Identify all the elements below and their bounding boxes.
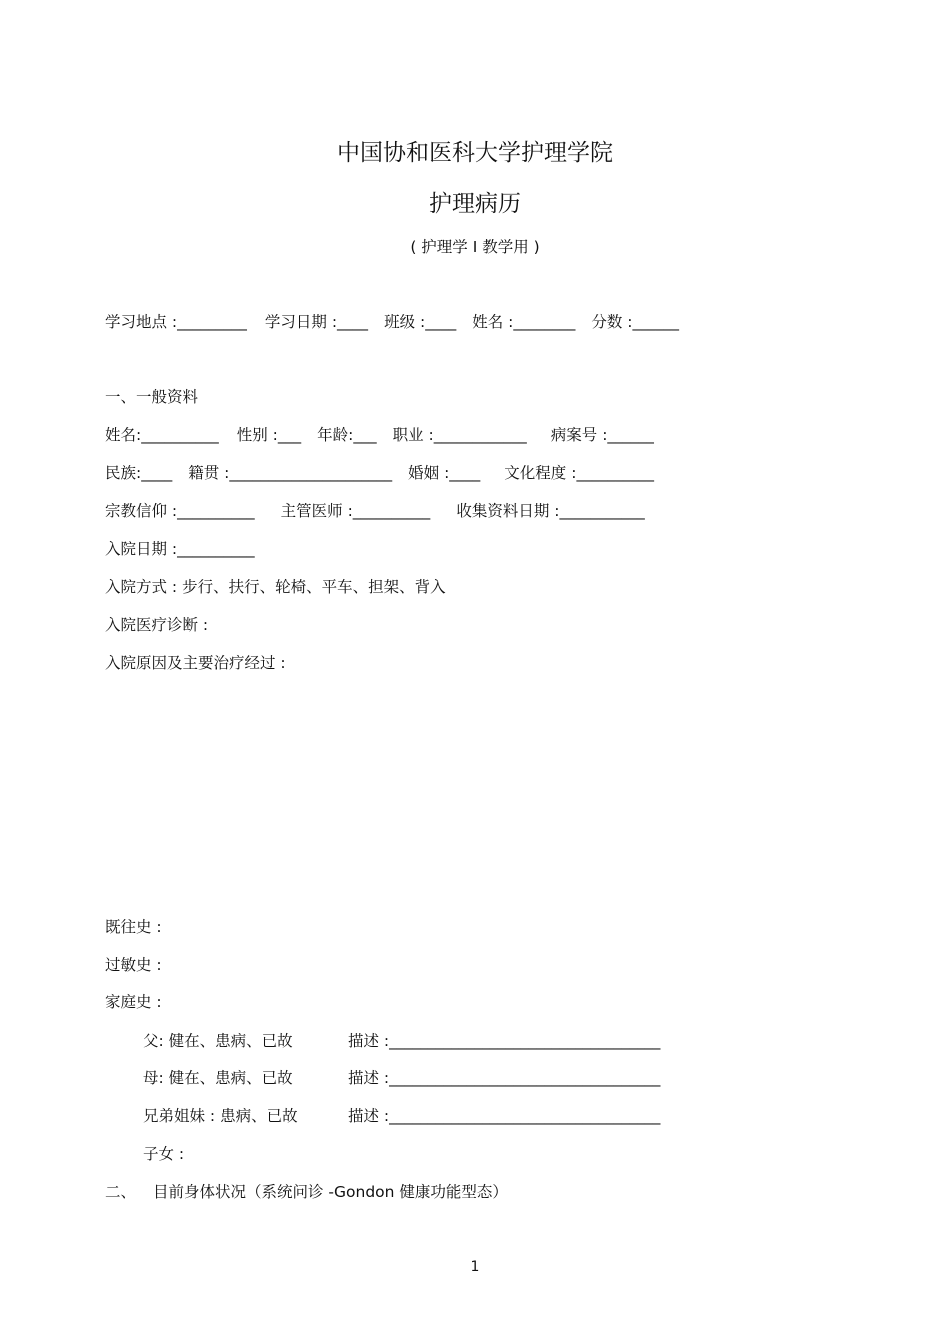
age-field[interactable]: 年龄:___ <box>317 426 377 444</box>
education-field[interactable]: 文化程度 :__________ <box>504 464 654 482</box>
siblings-desc-field[interactable]: 描述 :___________________________________ <box>348 1107 661 1125</box>
admit-diagnosis-label: 入院医疗诊断 : <box>105 616 209 634</box>
usage-note: ( 护理学 Ⅰ 教学用 ) <box>410 238 540 256</box>
occupation-field[interactable]: 职业 :____________ <box>392 426 527 444</box>
father-status-label: 父: 健在、患病、已故 <box>143 1032 293 1050</box>
section2-title: 目前身体状况（系统问诊 -Gondon 健康功能型态） <box>153 1183 508 1201</box>
ethnicity-field[interactable]: 民族:____ <box>105 464 173 482</box>
father-desc-field[interactable]: 描述 :___________________________________ <box>348 1032 661 1050</box>
general-row-2 <box>105 463 654 483</box>
mother-desc-field[interactable]: 描述 :___________________________________ <box>348 1069 661 1087</box>
document-title: 护理病历 <box>429 191 521 217</box>
mother-row <box>143 1068 660 1088</box>
case-number-field[interactable]: 病案号 :______ <box>550 426 654 444</box>
allergy-history-label: 过敏史 : <box>105 956 162 974</box>
doctor-field[interactable]: 主管医师 :__________ <box>280 502 431 520</box>
class-field[interactable]: 班级 :____ <box>384 313 457 331</box>
admit-date-field[interactable]: 入院日期 :__________ <box>105 540 255 558</box>
admit-reason-label: 入院原因及主要治疗经过 : <box>105 654 286 672</box>
study-date-field[interactable]: 学习日期 :____ <box>264 313 369 331</box>
general-row-1 <box>105 425 654 445</box>
score-field[interactable]: 分数 :______ <box>591 313 680 331</box>
student-name-field[interactable]: 姓名 :________ <box>472 313 576 331</box>
mother-status-label: 母: 健在、患病、已故 <box>143 1069 293 1087</box>
gender-field[interactable]: 性别 :___ <box>236 426 302 444</box>
marriage-field[interactable]: 婚姻 :____ <box>408 464 481 482</box>
study-location-field[interactable]: 学习地点 :_________ <box>105 313 247 331</box>
section1-heading: 一、一般资料 <box>105 388 199 406</box>
religion-field[interactable]: 宗教信仰 :__________ <box>105 502 255 520</box>
collect-date-field[interactable]: 收集资料日期 :___________ <box>456 502 645 520</box>
section2-heading <box>105 1182 508 1202</box>
school-name: 中国协和医科大学护理学院 <box>337 140 613 166</box>
past-history-label: 既往史 : <box>105 918 162 936</box>
section2-number: 二、 <box>105 1183 137 1201</box>
father-row <box>143 1031 660 1051</box>
children-label: 子女 : <box>143 1145 185 1163</box>
family-history-label: 家庭史 : <box>105 993 162 1011</box>
page-number: 1 <box>470 1259 480 1275</box>
study-info-row <box>105 312 679 332</box>
siblings-status-label: 兄弟姐妹 : 患病、已故 <box>143 1107 298 1125</box>
native-place-field[interactable]: 籍贯 :_____________________ <box>188 464 393 482</box>
general-row-3 <box>105 501 645 521</box>
patient-name-field[interactable]: 姓名:__________ <box>105 426 219 444</box>
admit-method-row: 入院方式 : 步行、扶行、轮椅、平车、担架、背入 <box>105 578 446 596</box>
siblings-row <box>143 1106 660 1126</box>
